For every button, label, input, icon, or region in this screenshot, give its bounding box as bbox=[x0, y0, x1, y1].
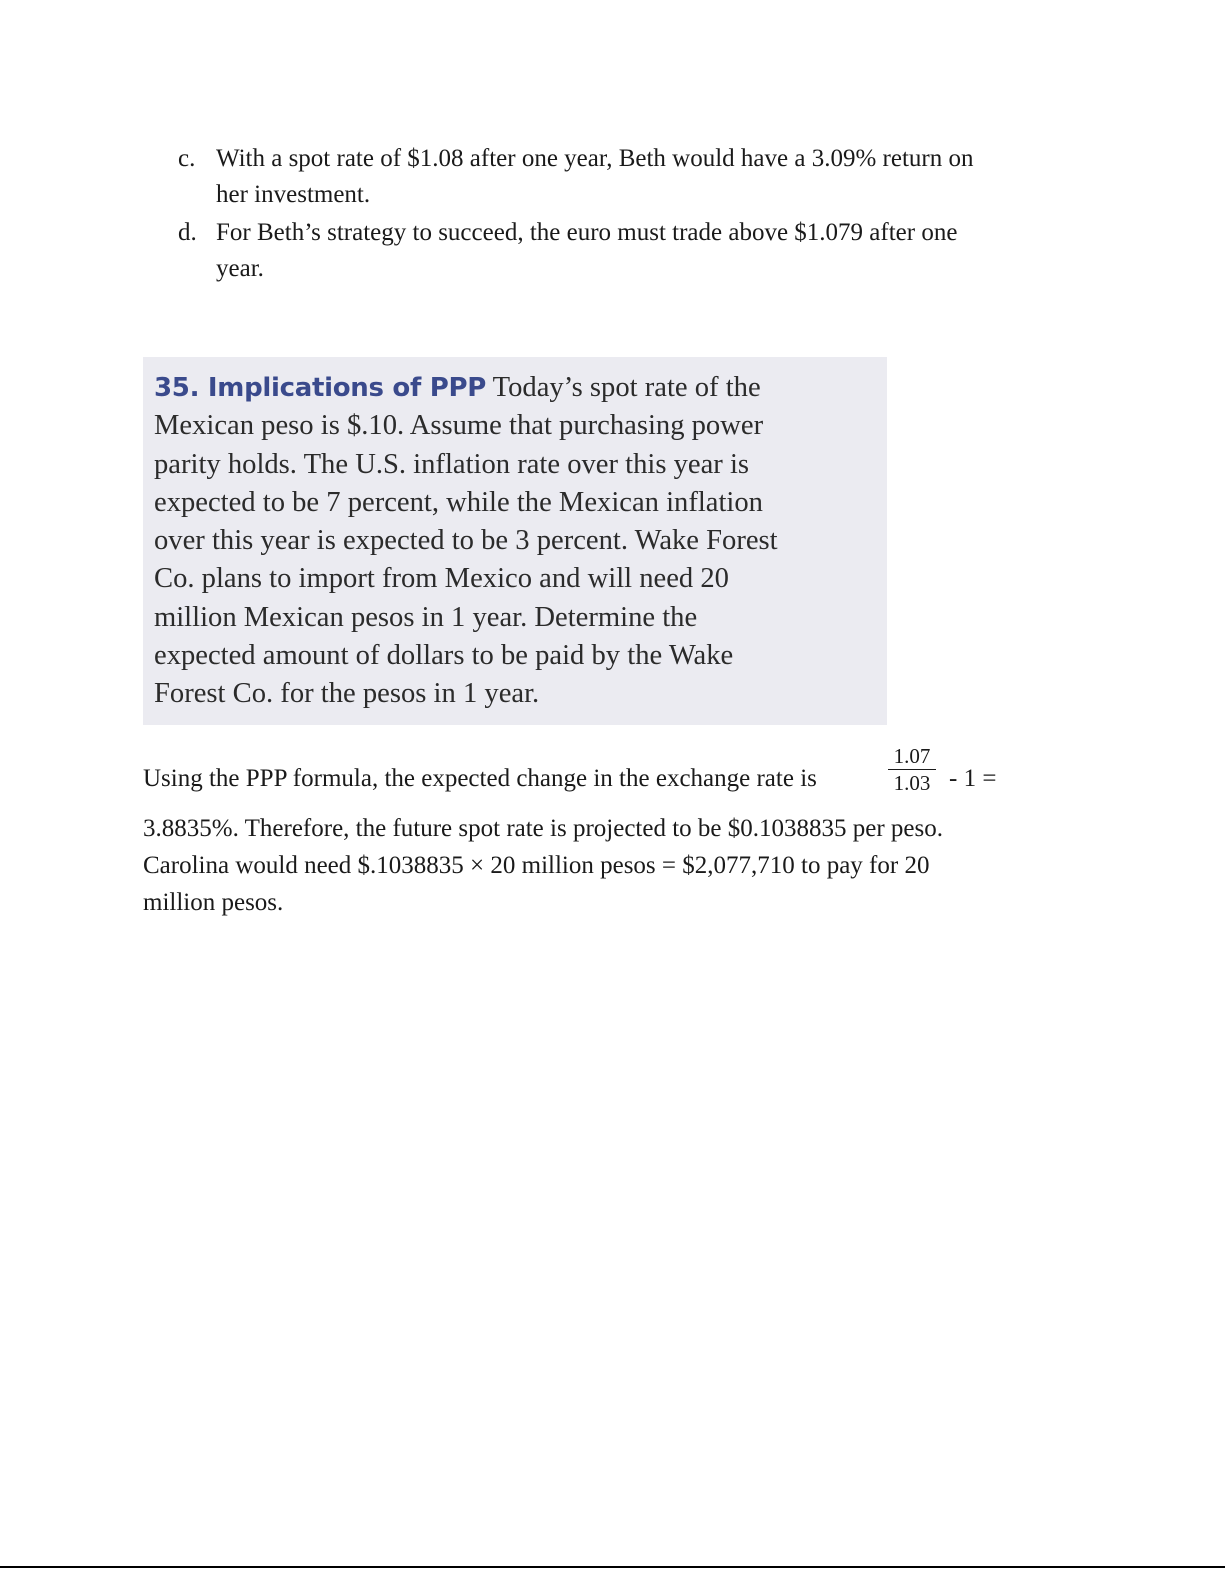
answer-text-line: For Beth’s strategy to succeed, the euro must trade above $1.079 after one bbox=[216, 219, 958, 246]
answer-text-line: With a spot rate of $1.08 after one year, Beth would have a 3.09% return on bbox=[216, 145, 974, 172]
ppp-fraction bbox=[888, 744, 936, 795]
solution-text-line: 3.8835%. Therefore, the future spot rate is projected to be $0.1038835 per peso. bbox=[143, 815, 943, 842]
solution-lead-text: Using the PPP formula, the expected change in the exchange rate is bbox=[143, 765, 817, 792]
problem-text: Today’s spot rate of the bbox=[486, 372, 761, 403]
answer-letter: d. bbox=[178, 219, 197, 246]
problem-first-line bbox=[154, 369, 877, 407]
problem-text-line: million Mexican pesos in 1 year. Determine the bbox=[154, 601, 698, 633]
problem-heading: 35. Implications of PPP bbox=[154, 373, 487, 403]
answer-text-line: year. bbox=[216, 255, 264, 282]
problem-excerpt-box bbox=[143, 357, 887, 725]
problem-text-line: Mexican peso is $.10. Assume that purchasing power bbox=[154, 410, 764, 442]
fraction-denominator: 1.03 bbox=[893, 771, 931, 795]
page-bottom-border bbox=[0, 1566, 1225, 1568]
problem-text-line: expected to be 7 percent, while the Mexican inflation bbox=[154, 486, 763, 518]
problem-text-line: expected amount of dollars to be paid by the Wake bbox=[154, 640, 734, 672]
problem-text-line: Forest Co. for the pesos in 1 year. bbox=[154, 678, 540, 710]
solution-text-line: Carolina would need $.1038835 × 20 million pesos = $2,077,710 to pay for 20 bbox=[143, 852, 930, 879]
solution-formula-line bbox=[143, 740, 1043, 810]
solution-formula-tail: - 1 = bbox=[949, 765, 997, 792]
solution-body bbox=[143, 810, 1043, 921]
problem-text-line: Co. plans to import from Mexico and will need 20 bbox=[154, 563, 729, 595]
answer-list bbox=[170, 141, 1070, 289]
solution-text-line: million pesos. bbox=[143, 889, 284, 916]
problem-text-line: parity holds. The U.S. inflation rate over this year is bbox=[154, 448, 750, 480]
solution-paragraph bbox=[143, 740, 1043, 921]
answer-item-d bbox=[170, 215, 1070, 287]
fraction-numerator: 1.07 bbox=[888, 744, 936, 770]
answer-letter: c. bbox=[178, 145, 196, 172]
answer-text-line: her investment. bbox=[216, 181, 371, 208]
answer-item-c bbox=[170, 141, 1070, 213]
problem-text-line: over this year is expected to be 3 percent. Wake Forest bbox=[154, 525, 778, 557]
